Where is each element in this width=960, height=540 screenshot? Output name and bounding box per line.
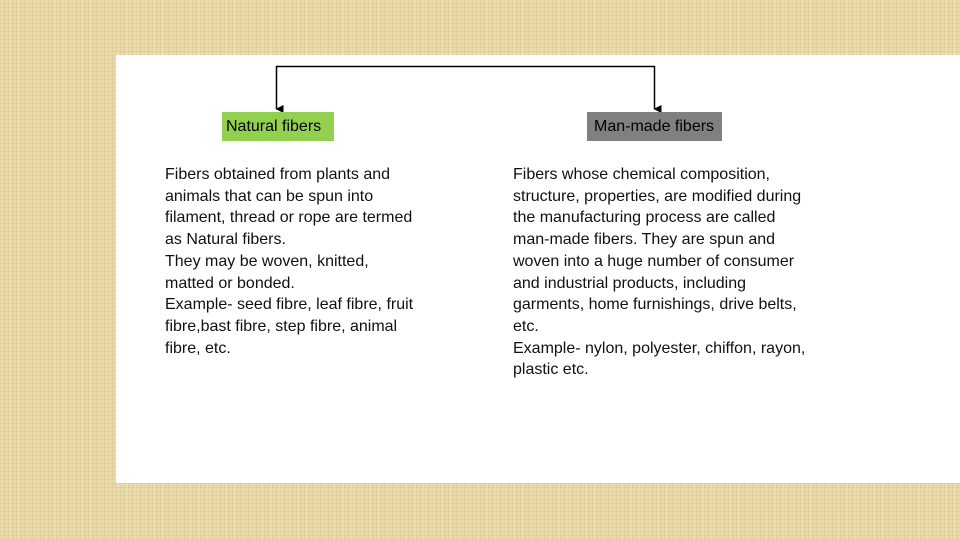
manmade-desc-line: Example- nylon, polyester, chiffon, rayon, (513, 339, 806, 357)
natural-desc-line: filament, thread or rope are termed (165, 209, 413, 227)
manmade-fibers-description (513, 164, 805, 381)
manmade-desc-line: Fibers whose chemical composition, (513, 166, 770, 183)
natural-desc-line: matted or bonded. (165, 274, 295, 292)
manmade-desc-line: plastic etc. (513, 361, 589, 379)
natural-desc-line: They may be woven, knitted, (165, 252, 369, 270)
manmade-desc-line: etc. (513, 317, 539, 335)
natural-fibers-node (222, 112, 334, 141)
natural-desc-line: as Natural fibers. (165, 231, 286, 249)
natural-fibers-label: Natural fibers (226, 118, 322, 135)
manmade-desc-line: man-made fibers. They are spun and (513, 231, 776, 249)
manmade-fibers-node (587, 112, 722, 141)
manmade-desc-line: and industrial products, including (513, 274, 747, 292)
manmade-desc-line: woven into a huge number of consumer (513, 252, 795, 270)
natural-desc-line: fibre,bast fibre, step fibre, animal (165, 317, 398, 335)
natural-desc-line: animals that can be spun into (165, 187, 374, 205)
natural-desc-line: Example- seed fibre, leaf fibre, fruit (165, 296, 414, 314)
manmade-fibers-label: Man-made fibers (594, 118, 715, 135)
natural-fibers-description (165, 164, 413, 359)
manmade-desc-line: the manufacturing process are called (513, 209, 776, 227)
natural-desc-line: Fibers obtained from plants and (165, 166, 391, 183)
manmade-desc-line: garments, home furnishings, drive belts, (513, 296, 797, 314)
natural-desc-line: fibre, etc. (165, 339, 231, 357)
manmade-desc-line: structure, properties, are modified during (513, 187, 802, 205)
